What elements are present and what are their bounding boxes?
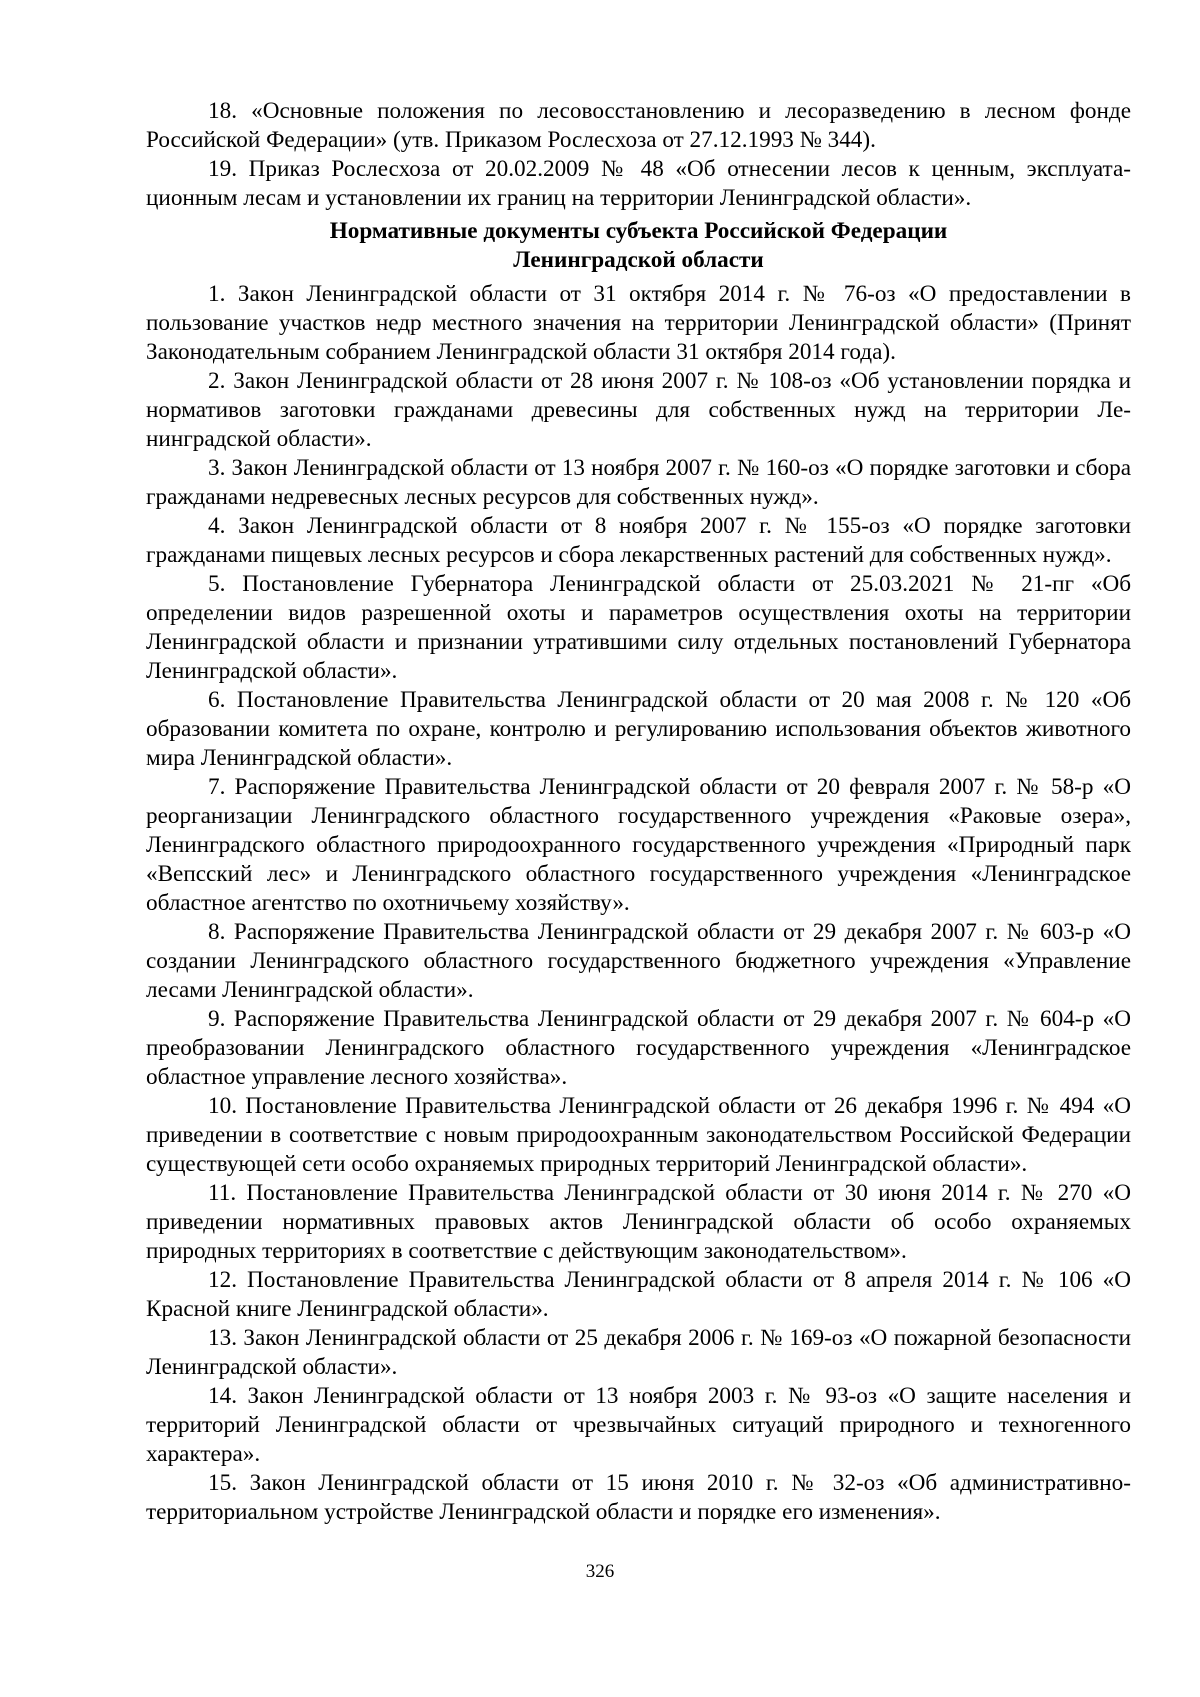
- list-item-10: 10. Постановление Правительства Ленинградской области от 26 декабря 1996 г. № 494 «О приведении в соответствие с новым природоохранным законодательством Российской Федерации существующей сети особо охраняемых природных территорий Ленинградской области».: [146, 1093, 1131, 1177]
- document-body: [146, 97, 1131, 1527]
- list-item-3: 3. Закон Ленинградской области от 13 ноября 2007 г. № 160-оз «О порядке заготовки и сбора гражданами недревесных лесных ресурсов для собственных нужд».: [146, 455, 1131, 510]
- list-item-14: 14. Закон Ленинградской области от 13 ноября 2003 г. № 93-оз «О защите населения и территорий Ленинградской области от чрезвычайных ситуаций природного и техногенного характера».: [146, 1383, 1131, 1467]
- list-item-13: 13. Закон Ленинградской области от 25 декабря 2006 г. № 169-оз «О пожарной безопасности Ленинградской области».: [146, 1325, 1131, 1380]
- list-item-6: 6. Постановление Правительства Ленинградской области от 20 мая 2008 г. № 120 «Об образовании комитета по охране, контролю и регулированию использования объектов животного мира Ленинградской области».: [146, 687, 1131, 771]
- list-item-8: 8. Распоряжение Правительства Ленинградской области от 29 декабря 2007 г. № 603-р «О создании Ленинградского областного государственного бюджетного учреждения «Управление лесами Ленинградской области».: [146, 919, 1131, 1003]
- list-item-11: 11. Постановление Правительства Ленинградской области от 30 июня 2014 г. № 270 «О приведении нормативных правовых актов Ленинградской области об особо охраняемых природных территориях в соответствие с действующим законодательством».: [146, 1180, 1131, 1264]
- section-heading-line-1: Нормативные документы субъекта Российской Федерации: [329, 218, 948, 244]
- list-item-9: 9. Распоряжение Правительства Ленинградской области от 29 декабря 2007 г. № 604-р «О преобразовании Ленинградского областного государственного учреждения «Ленинградское областное управление лесного хозяйства».: [146, 1006, 1131, 1090]
- list-item-15: 15. Закон Ленинградской области от 15 июня 2010 г. № 32-оз «Об административно-территориальном устройстве Ленинградской области и порядке его изменения».: [146, 1470, 1131, 1525]
- section-heading-line-2: Ленинградской области: [513, 247, 764, 273]
- list-item-19: 19. Приказ Рослесхоза от 20.02.2009 № 48 «Об отнесении лесов к ценным, эксплуатационным лесам и установлении их границ на территории Ленинградской области».: [146, 156, 1131, 211]
- list-item-12: 12. Постановление Правительства Ленинградской области от 8 апреля 2014 г. № 106 «О Красной книге Ленинградской области».: [146, 1267, 1131, 1322]
- list-item-5: 5. Постановление Губернатора Ленинградской области от 25.03.2021 № 21-пг «Об определении видов разрешенной охоты и параметров осуществления охоты на территории Ленинградской области и признании утратившими силу отдельных постановлений Губернатора Ленинградской области».: [146, 571, 1131, 684]
- page-number: 326: [585, 1561, 615, 1582]
- list-item-7: 7. Распоряжение Правительства Ленинградской области от 20 февраля 2007 г. № 58-р «О реорганизации Ленинградского областного государственного учреждения «Раковые озера», Ленинградского областного природоохранного государственного учреждения «Природный парк «Вепсский лес» и Ленинградского областного государственного учреждения «Ленинградское областное агентство по охотничьему хозяйству».: [146, 774, 1131, 916]
- section-heading: [146, 217, 1131, 275]
- list-item-2: 2. Закон Ленинградской области от 28 июня 2007 г. № 108-оз «Об установлении порядка и нормативов заготовки гражданами древесины для собственных нужд на территории Ленинградской области».: [146, 368, 1131, 452]
- list-item-4: 4. Закон Ленинградской области от 8 ноября 2007 г. № 155-оз «О порядке заготовки гражданами пищевых лесных ресурсов и сбора лекарственных растений для собственных нужд».: [146, 513, 1131, 568]
- list-item-1: 1. Закон Ленинградской области от 31 октября 2014 г. № 76-оз «О предоставлении в пользование участков недр местного значения на территории Ленинградской области» (Принят Законодательным собранием Ленинградской области 31 октября 2014 года).: [146, 281, 1131, 365]
- list-item-18: 18. «Основные положения по лесовосстановлению и лесоразведению в лесном фонде Российской Федерации» (утв. Приказом Рослесхоза от 27.12.1993 № 344).: [146, 98, 1131, 153]
